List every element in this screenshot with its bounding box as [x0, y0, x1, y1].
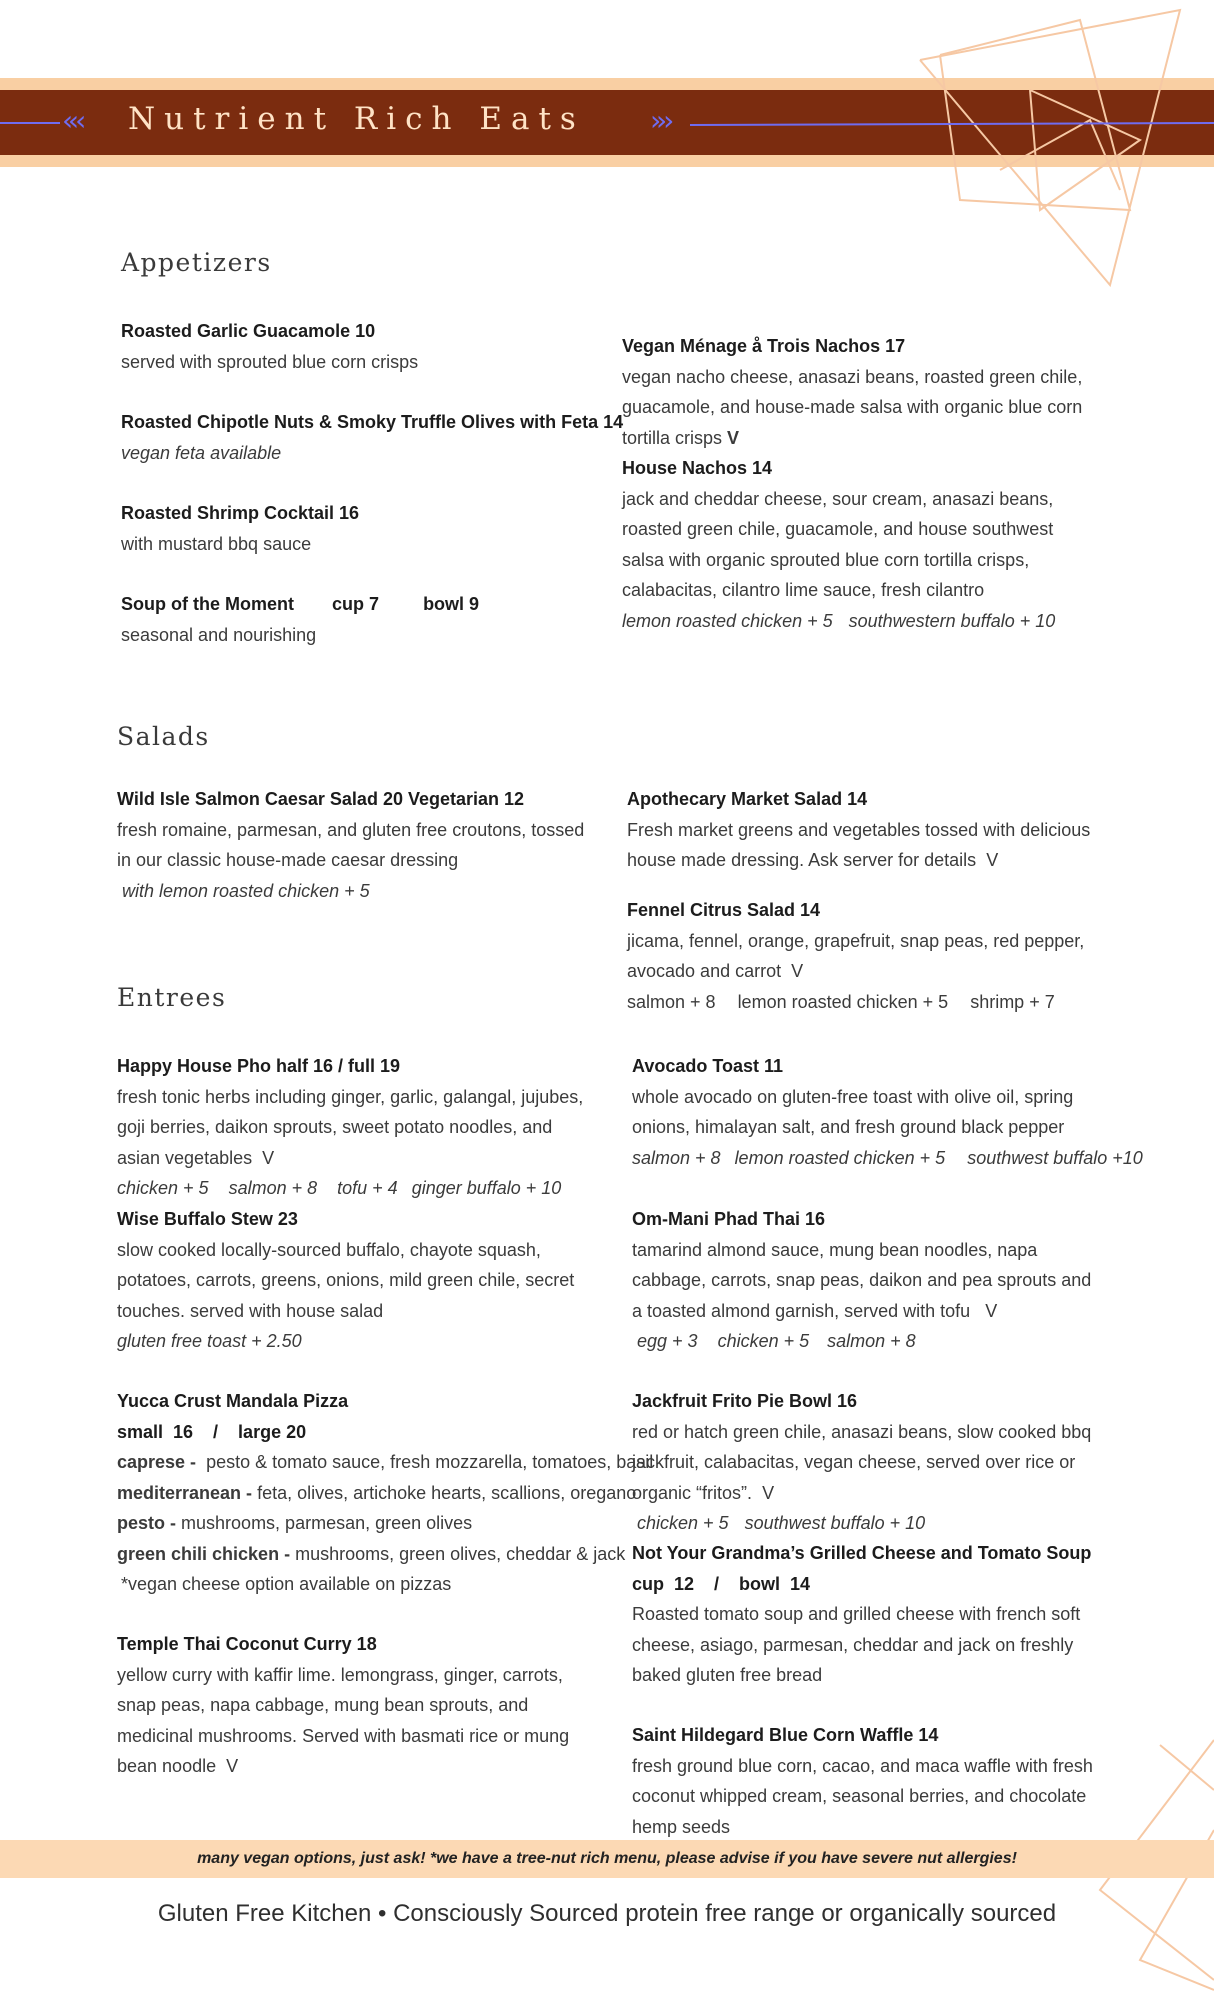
addon: chicken + 5: [717, 1331, 810, 1351]
item-title: Roasted Garlic Guacamole 10: [121, 321, 376, 341]
addon: salmon + 8: [827, 1331, 916, 1351]
item-desc-row: [117, 1082, 595, 1174]
vegan-badge: V: [791, 961, 804, 981]
addon: southwest buffalo + 10: [744, 1513, 926, 1533]
chevron-right-icon: »›: [650, 104, 671, 137]
item-addons: [632, 1143, 1143, 1174]
item-desc: jack and cheddar cheese, sour cream, anasazi beans, roasted green chile, guacamole, and house southwest salsa with organic sprouted blue corn tortilla crisps, calabacitas, cilantro lime sauce, fresh cilantro: [622, 488, 1054, 600]
item-title: Vegan Ménage å Trois Nachos 17: [622, 336, 906, 356]
addon: egg + 3: [637, 1331, 698, 1351]
menu-item-fennel-salad: [627, 895, 1097, 1017]
item-sizes: cup 12 / bowl 14: [632, 1573, 811, 1594]
item-desc: seasonal and nourishing: [121, 624, 317, 645]
pizza-option: [117, 1539, 626, 1570]
menu-item-phad-thai: [632, 1204, 1102, 1357]
menu-item-avocado-toast: [632, 1051, 1143, 1173]
item-title: Roasted Shrimp Cocktail 16: [121, 503, 360, 523]
addon: southwestern buffalo + 10: [848, 610, 1056, 631]
section-salads: Salads: [117, 722, 210, 751]
item-desc-row: [117, 1660, 595, 1782]
item-note: with lemon roasted chicken + 5: [122, 880, 370, 901]
addon: salmon + 8: [627, 991, 716, 1012]
vegan-badge: V: [262, 1147, 275, 1168]
addon: tofu + 4: [337, 1178, 398, 1198]
item-desc-row: [622, 362, 1097, 454]
item-desc: Fresh market greens and vegetables tossed with delicious house made dressing. Ask server for details: [627, 819, 1091, 870]
pizza-option-label: mediterranean -: [117, 1482, 253, 1503]
item-note: *vegan cheese option available on pizzas: [121, 1574, 452, 1594]
menu-item-shrimp-cocktail: [121, 498, 571, 559]
item-note: vegan feta available: [121, 442, 282, 463]
item-desc-row: [627, 815, 1097, 876]
item-title: Not Your Grandma’s Grilled Cheese and Tomato Soup: [632, 1543, 1092, 1563]
vegan-badge: V: [226, 1756, 239, 1776]
footer-note: many vegan options, just ask! *we have a tree-nut rich menu, please advise if you have severe nut allergies!: [197, 1850, 1017, 1867]
menu-item-nuts-olives: [121, 407, 624, 468]
vegan-badge: V: [727, 427, 740, 448]
pizza-option: [117, 1508, 595, 1539]
addon: salmon + 8: [632, 1147, 721, 1168]
vegan-badge: V: [985, 1300, 998, 1321]
item-desc: jicama, fennel, orange, grapefruit, snap peas, red pepper, avocado and carrot: [627, 930, 1085, 981]
item-title: Happy House Pho half 16 / full 19: [117, 1056, 401, 1076]
item-desc-row: [632, 1235, 1102, 1327]
item-addons: [632, 1508, 1102, 1539]
item-title: Temple Thai Coconut Curry 18: [117, 1634, 377, 1654]
item-desc: Roasted tomato soup and grilled cheese with french soft cheese, asiago, parmesan, cheddar and jack on freshly baked gluten free bread: [632, 1604, 1081, 1685]
menu-item-apothecary-salad: [627, 784, 1097, 876]
item-title: Avocado Toast 11: [632, 1056, 784, 1076]
menu-item-caesar-salad: [117, 784, 592, 906]
menu-item-soup: [121, 589, 571, 650]
addon: chicken + 5: [637, 1513, 729, 1533]
item-addons: [632, 1326, 1102, 1357]
item-desc: served with sprouted blue corn crisps: [121, 351, 419, 372]
addon: lemon roasted chicken + 5: [622, 610, 833, 631]
item-desc: fresh ground blue corn, cacao, and maca waffle with fresh coconut whipped cream, seasonal berries, and chocolate hemp seeds: [632, 1755, 1093, 1837]
addon: salmon + 8: [228, 1178, 318, 1198]
item-desc: red or hatch green chile, anasazi beans, slow cooked bbq jackfruit, calabacitas, vegan cheese, served over rice or organic “fritos”.: [632, 1421, 1092, 1503]
menu-item-guacamole: [121, 316, 571, 377]
pizza-option-desc: mushrooms, parmesan, green olives: [181, 1513, 473, 1533]
item-desc: yellow curry with kaffir lime. lemongrass, ginger, carrots, snap peas, napa cabbage, mung bean sprouts, and medicinal mushrooms. Served with basmati rice or mung bean noodle: [117, 1664, 570, 1776]
section-appetizers: Appetizers: [121, 248, 272, 277]
item-title: Yucca Crust Mandala Pizza: [117, 1391, 349, 1411]
item-title: Om-Mani Phad Thai 16: [632, 1209, 826, 1229]
addon: lemon roasted chicken + 5: [734, 1147, 946, 1168]
item-desc-row: [632, 1417, 1102, 1509]
pizza-option-label: caprese -: [117, 1452, 197, 1472]
menu-item-mandala-pizza: [117, 1386, 654, 1600]
item-desc: with mustard bbq sauce: [121, 533, 312, 554]
pizza-option-desc: mushrooms, green olives, cheddar & jack: [295, 1543, 626, 1564]
item-note: gluten free toast + 2.50: [117, 1331, 302, 1351]
pizza-option-desc: feta, olives, artichoke hearts, scallions, oregano: [257, 1482, 637, 1503]
item-desc: tamarind almond sauce, mung bean noodles, napa cabbage, carrots, snap peas, daikon and pea sprouts and a toasted almond garnish, served with tofu: [632, 1239, 1092, 1321]
pizza-option-label: pesto -: [117, 1513, 177, 1533]
addon: chicken + 5: [117, 1178, 209, 1198]
item-desc: fresh romaine, parmesan, and gluten free croutons, tossed in our classic house-made caesar dressing: [117, 819, 585, 870]
addon: shrimp + 7: [970, 991, 1055, 1012]
item-addons: [117, 1173, 595, 1204]
menu-item-house-nachos: [622, 453, 1097, 636]
menu-item-grilled-cheese: [632, 1538, 1102, 1691]
item-desc: whole avocado on gluten-free toast with olive oil, spring onions, himalayan salt, and fresh ground black pepper: [632, 1086, 1074, 1137]
item-title: Roasted Chipotle Nuts & Smoky Truffle Olives with Feta 14: [121, 412, 624, 432]
pizza-option-desc: pesto & tomato sauce, fresh mozzarella, tomatoes, basil: [206, 1452, 654, 1472]
item-title: Apothecary Market Salad 14: [627, 789, 868, 809]
menu-item-pho: [117, 1051, 595, 1204]
addon: ginger buffalo + 10: [411, 1178, 562, 1198]
item-addons: [622, 606, 1097, 637]
menu-item-blue-corn-waffle: [632, 1720, 1102, 1842]
price-bowl: bowl 9: [423, 594, 480, 614]
item-desc: vegan nacho cheese, anasazi beans, roasted green chile, guacamole, and house-made salsa with organic blue corn tortilla crisps: [622, 366, 1083, 448]
item-title-row: [121, 589, 571, 620]
item-addons: [627, 987, 1097, 1018]
section-entrees: Entrees: [117, 983, 227, 1012]
item-title: Fennel Citrus Salad 14: [627, 900, 821, 920]
addon: lemon roasted chicken + 5: [737, 991, 949, 1012]
item-title: House Nachos 14: [622, 458, 773, 478]
menu-item-coconut-curry: [117, 1629, 595, 1782]
pizza-option-label: green chili chicken -: [117, 1543, 291, 1564]
footer-tagline: Gluten Free Kitchen • Consciously Sourced protein free range or organically sourced: [157, 1900, 1057, 1927]
item-desc: fresh tonic herbs including ginger, garlic, galangal, jujubes, goji berries, daikon sprouts, sweet potato noodles, and asian vegetables: [117, 1086, 584, 1168]
chevron-left-icon: «‹: [62, 104, 83, 137]
item-sizes: small 16 / large 20: [117, 1421, 307, 1442]
item-desc-row: [627, 926, 1097, 987]
vegan-badge: V: [986, 850, 999, 870]
menu-item-vegan-nachos: [622, 331, 1097, 453]
addon: southwest buffalo +10: [967, 1147, 1143, 1168]
pizza-option: [117, 1447, 654, 1478]
item-title: Soup of the Moment: [121, 594, 294, 614]
vegan-badge: V: [762, 1482, 775, 1503]
brand-title: Nutrient Rich Eats: [128, 101, 585, 137]
pizza-option: [117, 1478, 637, 1509]
item-desc: slow cooked locally-sourced buffalo, chayote squash, potatoes, carrots, greens, onions, mild green chile, secret touches. served with house salad: [117, 1239, 575, 1321]
item-title: Jackfruit Frito Pie Bowl 16: [632, 1391, 858, 1411]
item-title: Saint Hildegard Blue Corn Waffle 14: [632, 1725, 939, 1745]
menu-item-buffalo-stew: [117, 1204, 595, 1357]
price-cup: cup 7: [332, 594, 380, 614]
menu-item-frito-pie: [632, 1386, 1102, 1539]
item-title: Wild Isle Salmon Caesar Salad 20 Vegetarian 12: [117, 789, 525, 809]
item-title: Wise Buffalo Stew 23: [117, 1209, 298, 1229]
